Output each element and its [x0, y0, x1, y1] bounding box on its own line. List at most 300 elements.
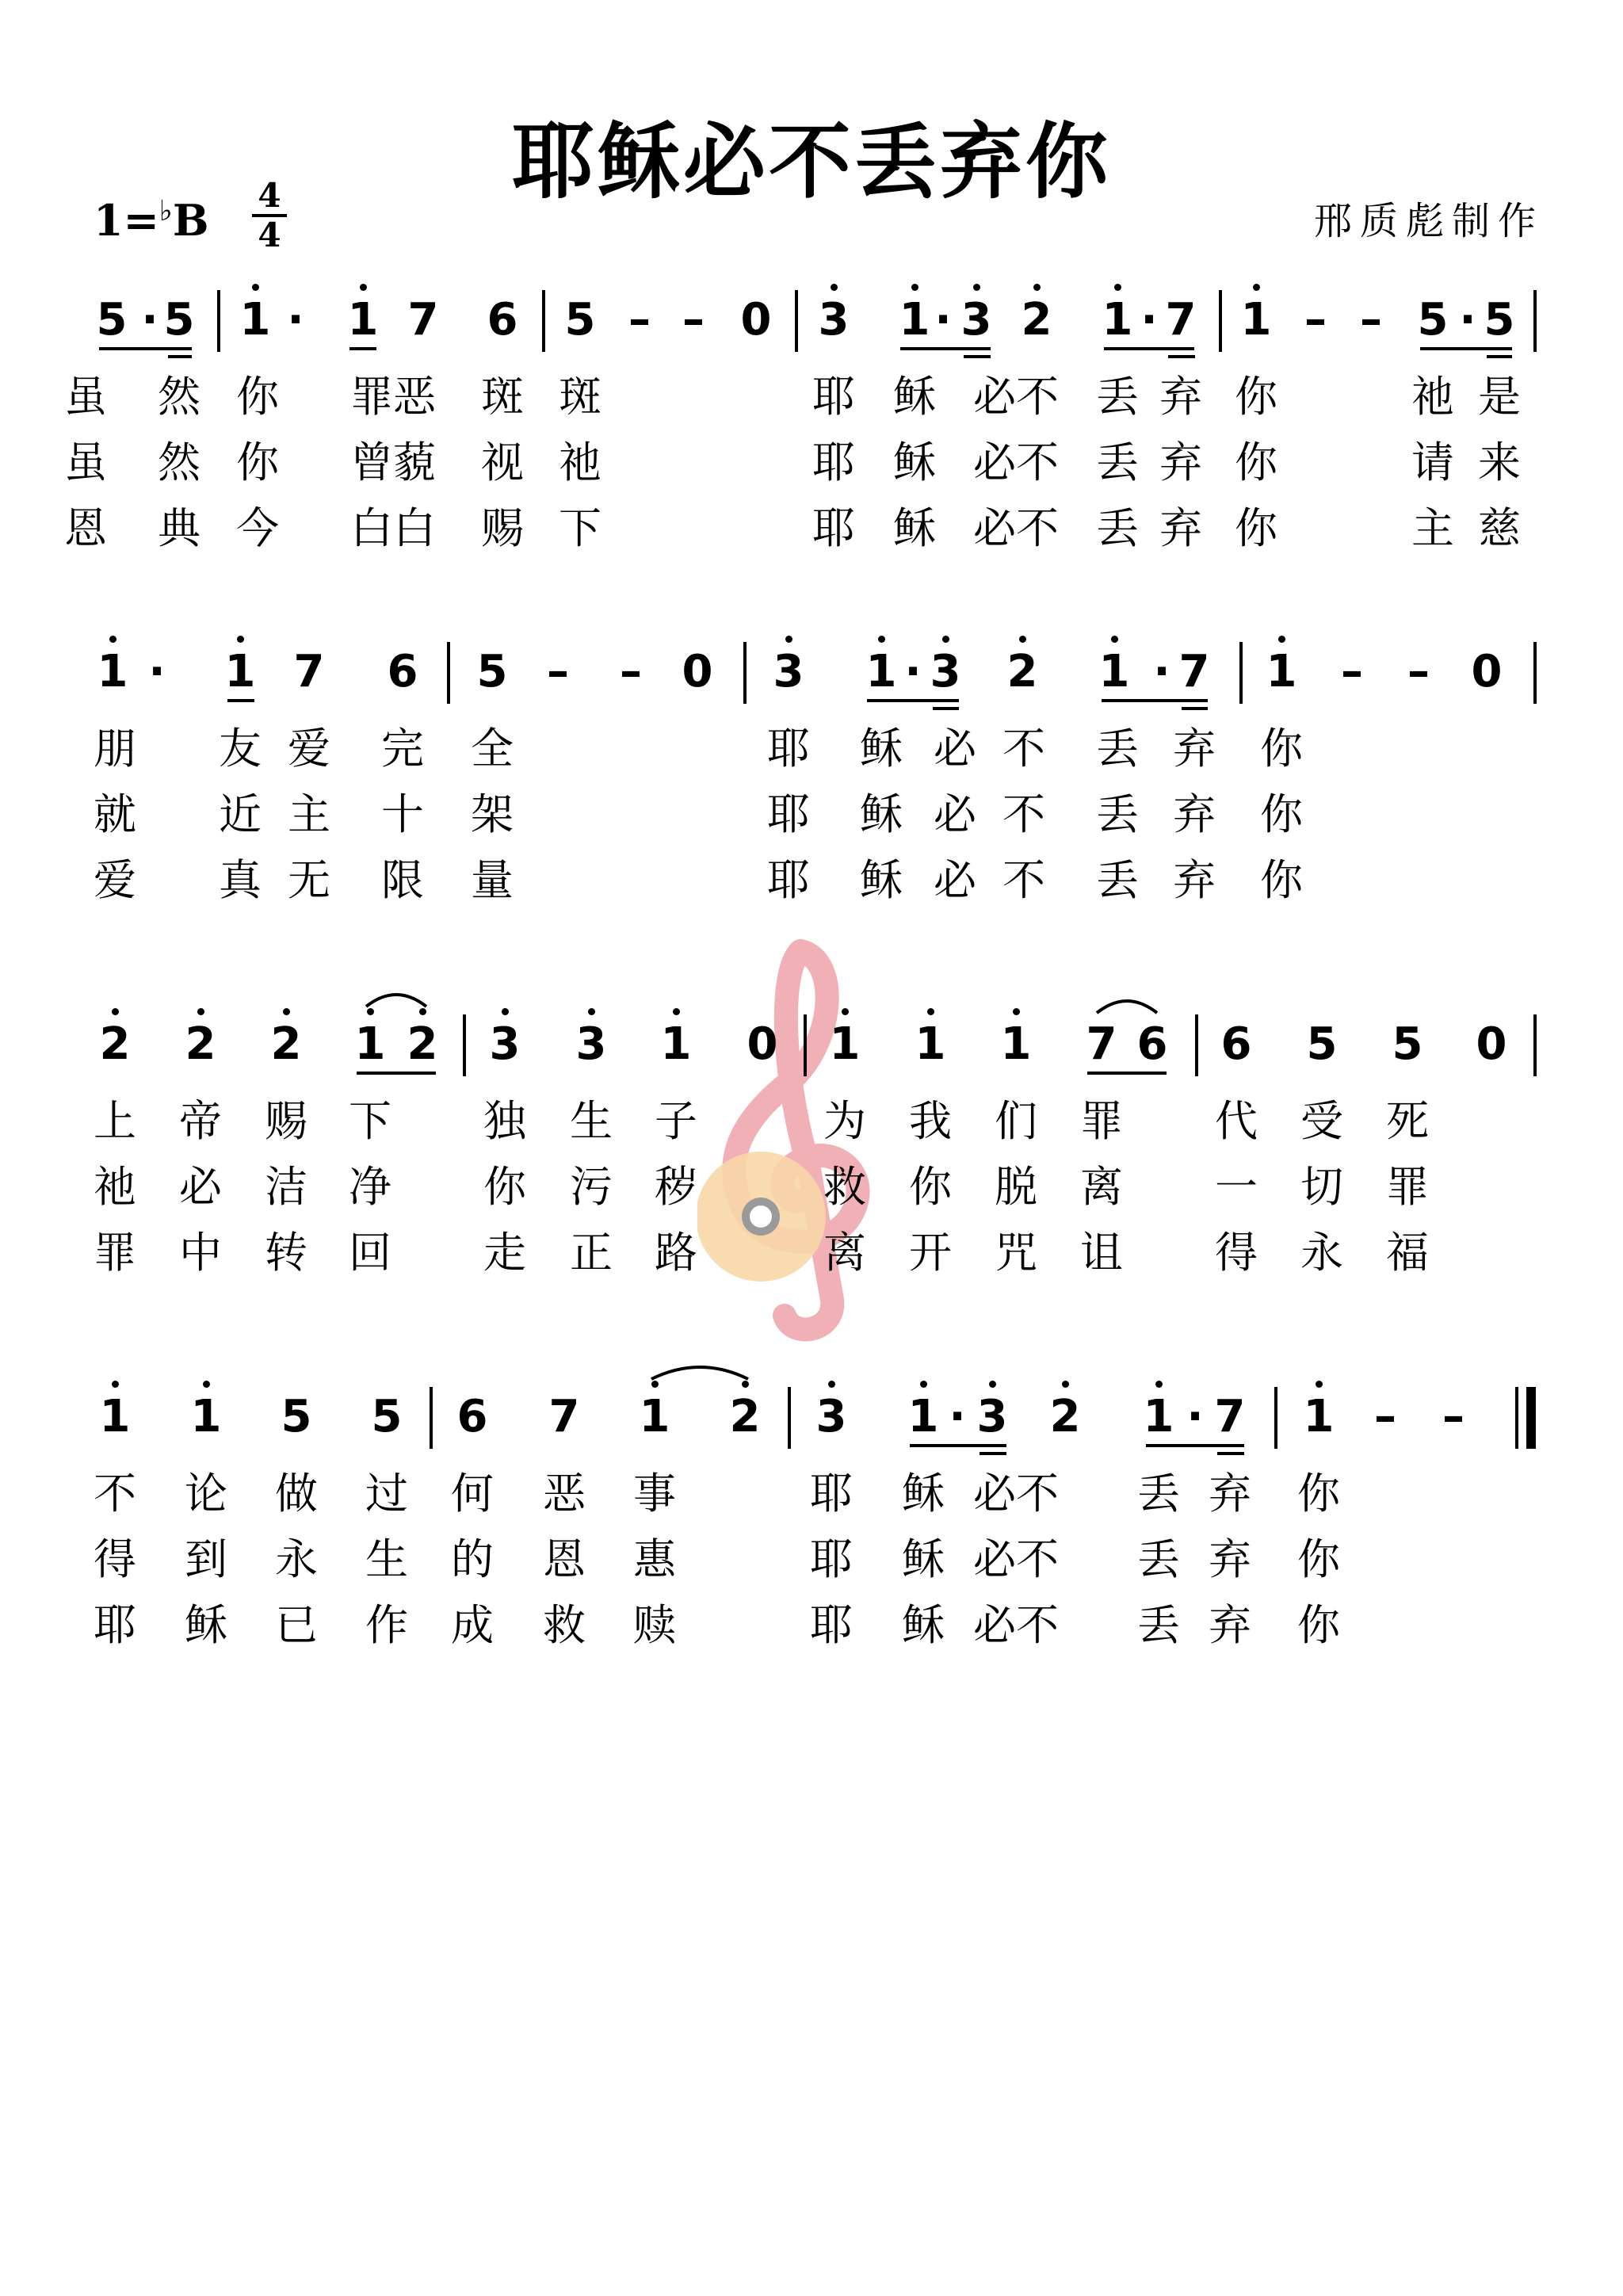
- octave-dot: [927, 1008, 934, 1015]
- note: 7: [1165, 294, 1197, 346]
- note: 6: [1136, 1018, 1168, 1070]
- note: 2: [185, 1018, 216, 1070]
- lyric: 真: [219, 855, 262, 905]
- lyric: 祂: [1411, 372, 1454, 422]
- lyric: 弃: [1173, 724, 1216, 774]
- lyric: 耶: [810, 1534, 853, 1584]
- note: 5: [1484, 294, 1515, 346]
- octave-dot: [1062, 1381, 1069, 1388]
- lyric: 恩: [543, 1534, 586, 1584]
- lyric: 必不: [973, 437, 1059, 487]
- note: 5: [1392, 1018, 1423, 1070]
- lyric: 子: [655, 1096, 697, 1146]
- note: 1: [1143, 1391, 1174, 1442]
- dash: –: [1374, 1391, 1396, 1442]
- beam: [168, 355, 192, 358]
- octave-dot: [1111, 636, 1118, 643]
- lyric: 耶: [94, 1600, 136, 1650]
- lyric: 得: [94, 1534, 136, 1584]
- octave-dot: [1253, 284, 1260, 291]
- note: 0: [747, 1018, 778, 1070]
- key-prefix: 1=: [94, 195, 159, 246]
- octave-dot: [588, 1008, 595, 1015]
- note: 1: [224, 646, 256, 697]
- lyric: 上: [94, 1096, 136, 1146]
- note: 1: [907, 1391, 939, 1442]
- lyric: 切: [1300, 1162, 1343, 1212]
- dash: –: [620, 646, 642, 697]
- lyric: 不: [1002, 855, 1045, 905]
- lyric: 必不: [973, 503, 1059, 553]
- note: 3: [575, 1018, 607, 1070]
- note: 1: [239, 294, 271, 346]
- lyric: 我: [909, 1096, 952, 1146]
- lyric: 正: [570, 1228, 613, 1278]
- note: 5: [1306, 1018, 1338, 1070]
- note: 3: [489, 1018, 521, 1070]
- lyric: 洁: [265, 1162, 307, 1212]
- lyric: 诅: [1080, 1228, 1123, 1278]
- barline: [743, 642, 747, 704]
- lyric: 不: [94, 1469, 136, 1519]
- lyric: 惠: [633, 1534, 676, 1584]
- lyric: 罪: [1080, 1096, 1123, 1146]
- note: 7: [1214, 1391, 1246, 1442]
- lyric: 已: [275, 1600, 318, 1650]
- lyric: 稣: [902, 1600, 945, 1650]
- note: 2: [1021, 294, 1052, 346]
- note-dot: ·: [904, 646, 922, 697]
- note: 3: [930, 646, 961, 697]
- barline: [1515, 1387, 1518, 1449]
- note: 3: [960, 294, 992, 346]
- octave-dot: [360, 284, 367, 291]
- note: 1: [354, 1018, 386, 1070]
- octave-dot: [1033, 284, 1041, 291]
- lyric: 恶: [543, 1469, 586, 1519]
- lyric: 必不: [973, 372, 1059, 422]
- lyric: 架: [471, 789, 514, 839]
- lyric: 完: [381, 724, 424, 774]
- lyric: 过: [365, 1469, 408, 1519]
- lyric: 祂: [94, 1162, 136, 1212]
- lyric: 请: [1411, 437, 1454, 487]
- note: 5: [564, 294, 596, 346]
- lyric: 十: [381, 789, 424, 839]
- lyric: 弃: [1209, 1534, 1251, 1584]
- lyric: 弃: [1209, 1600, 1251, 1650]
- lyric: 必不: [973, 1534, 1059, 1584]
- barline: [788, 1387, 791, 1449]
- octave-dot: [109, 636, 116, 643]
- lyric: 你: [1297, 1469, 1340, 1519]
- note: 1: [347, 294, 379, 346]
- note: 0: [1471, 646, 1503, 697]
- lyric: 不: [1002, 724, 1045, 774]
- lyric: 主: [288, 789, 330, 839]
- lyric: 下: [559, 503, 601, 553]
- lyric: 帝: [179, 1096, 222, 1146]
- note: 1: [639, 1391, 670, 1442]
- note-dot: ·: [1140, 294, 1158, 346]
- barline: [1533, 642, 1537, 704]
- lyric: 耶: [767, 724, 810, 774]
- beam: [99, 347, 192, 350]
- octave-dot: [1316, 1381, 1323, 1388]
- note: 2: [407, 1018, 438, 1070]
- octave-dot: [1278, 636, 1285, 643]
- lyric: 今: [236, 503, 279, 553]
- lyric: 的: [451, 1534, 494, 1584]
- lyric: 斑: [481, 372, 524, 422]
- beam: [1087, 1072, 1167, 1075]
- lyric: 为: [823, 1096, 866, 1146]
- key-signature: [94, 194, 208, 246]
- lyric: 耶: [810, 1600, 853, 1650]
- barline: [795, 290, 798, 352]
- note: 1: [1240, 294, 1272, 346]
- note: 1: [1000, 1018, 1032, 1070]
- lyric: 得: [1215, 1228, 1258, 1278]
- lyric: 独: [483, 1096, 526, 1146]
- lyric: 弃: [1159, 372, 1202, 422]
- octave-dot: [1019, 636, 1026, 643]
- lyric: 必不: [973, 1469, 1059, 1519]
- octave-dot: [1155, 1381, 1163, 1388]
- beam: [1487, 355, 1512, 358]
- note: 3: [818, 294, 850, 346]
- beam: [964, 355, 991, 358]
- lyric: 弃: [1173, 855, 1216, 905]
- octave-dot: [973, 284, 980, 291]
- lyric: 斑: [559, 372, 601, 422]
- key-note: B: [172, 195, 209, 246]
- note: 1: [915, 1018, 946, 1070]
- dash: –: [1407, 646, 1430, 697]
- lyric: 到: [185, 1534, 227, 1584]
- octave-dot: [842, 1008, 849, 1015]
- lyric: 们: [995, 1096, 1037, 1146]
- slur: [648, 1355, 751, 1382]
- lyric: 来: [1478, 437, 1521, 487]
- note: 7: [407, 294, 439, 346]
- lyric: 量: [471, 855, 514, 905]
- lyric: 成: [451, 1600, 494, 1650]
- octave-dot: [942, 636, 949, 643]
- octave-dot: [673, 1008, 680, 1015]
- lyric: 你: [1235, 503, 1277, 553]
- note: 2: [729, 1391, 761, 1442]
- lyric: 丢: [1137, 1469, 1180, 1519]
- note-dot: ·: [1153, 646, 1170, 697]
- lyric: 主: [1411, 503, 1454, 553]
- lyric: 回: [349, 1228, 391, 1278]
- note: 5: [163, 294, 195, 346]
- lyric: 罪恶: [350, 372, 436, 422]
- lyric: 然: [158, 437, 200, 487]
- dash: –: [1304, 294, 1327, 346]
- lyric: 赎: [633, 1600, 676, 1650]
- beam: [900, 347, 991, 350]
- lyric: 你: [1260, 855, 1303, 905]
- lyric: 就: [94, 789, 136, 839]
- octave-dot: [502, 1008, 509, 1015]
- barline: [463, 1014, 466, 1076]
- beam: [910, 1444, 1006, 1447]
- lyric: 限: [381, 855, 424, 905]
- lyric: 爱: [288, 724, 330, 774]
- lyric: 开: [909, 1228, 952, 1278]
- note: 1: [190, 1391, 222, 1442]
- lyric: 罪: [94, 1228, 136, 1278]
- barline: [804, 1014, 807, 1076]
- barline: [217, 290, 220, 352]
- lyric: 典: [158, 503, 200, 553]
- note: 6: [487, 294, 518, 346]
- note: 2: [99, 1018, 131, 1070]
- note: 0: [740, 294, 772, 346]
- lyric: 事: [633, 1469, 676, 1519]
- note: 5: [1417, 294, 1449, 346]
- octave-dot: [203, 1381, 210, 1388]
- time-signature: [252, 176, 287, 254]
- lyric: 祂: [559, 437, 601, 487]
- beam: [357, 1072, 436, 1075]
- lyric: 罪: [1386, 1162, 1429, 1212]
- lyric: 救: [543, 1600, 586, 1650]
- lyric: 你: [1297, 1600, 1340, 1650]
- note: 2: [270, 1018, 302, 1070]
- lyric: 赐: [265, 1096, 307, 1146]
- lyric: 弃: [1159, 503, 1202, 553]
- lyric: 你: [1260, 724, 1303, 774]
- note: 6: [387, 646, 418, 697]
- note: 5: [371, 1391, 403, 1442]
- lyric: 虽: [64, 437, 107, 487]
- note: 1: [1266, 646, 1297, 697]
- lyric: 弃: [1173, 789, 1216, 839]
- lyric: 全: [471, 724, 514, 774]
- lyric: 丢: [1096, 437, 1139, 487]
- barline: [1274, 1387, 1277, 1449]
- lyric: 近: [219, 789, 262, 839]
- note: 0: [682, 646, 713, 697]
- octave-dot: [989, 1381, 996, 1388]
- barline: [447, 642, 450, 704]
- lyric: 友: [219, 724, 262, 774]
- final-barline: [1526, 1387, 1536, 1449]
- octave-dot: [112, 1381, 119, 1388]
- barline: [1533, 290, 1537, 352]
- lyric: 耶: [767, 855, 810, 905]
- lyric: 丢: [1137, 1534, 1180, 1584]
- lyric: 转: [265, 1228, 307, 1278]
- lyric: 朋: [94, 724, 136, 774]
- note-dot: ·: [148, 646, 166, 697]
- lyric: 你: [236, 437, 279, 487]
- time-denominator: 4: [258, 216, 281, 254]
- lyric: 污: [570, 1162, 613, 1212]
- lyric: 耶: [812, 372, 855, 422]
- lyric: 咒: [995, 1228, 1037, 1278]
- lyric: 脱: [995, 1162, 1037, 1212]
- beam: [1104, 347, 1194, 350]
- dash: –: [628, 294, 651, 346]
- lyric: 稣: [893, 437, 936, 487]
- octave-dot: [237, 636, 244, 643]
- note: 7: [1086, 1018, 1117, 1070]
- octave-dot: [920, 1381, 927, 1388]
- lyric: 丢: [1096, 503, 1139, 553]
- beam: [980, 1452, 1006, 1455]
- lyric: 丢: [1137, 1600, 1180, 1650]
- lyric: 你: [1235, 372, 1277, 422]
- lyric: 丢: [1096, 855, 1139, 905]
- barline: [1533, 1014, 1537, 1076]
- lyric: 秽: [655, 1162, 697, 1212]
- lyric: 必不: [973, 1600, 1059, 1650]
- note: 6: [456, 1391, 488, 1442]
- lyric: 福: [1386, 1228, 1429, 1278]
- octave-dot: [197, 1008, 204, 1015]
- note: 7: [293, 646, 325, 697]
- beam: [1217, 1452, 1244, 1455]
- lyric: 丢: [1096, 724, 1139, 774]
- lyric: 何: [451, 1469, 494, 1519]
- note-dot: ·: [141, 294, 158, 346]
- lyric: 离: [823, 1228, 866, 1278]
- lyric: 离: [1080, 1162, 1123, 1212]
- lyric: 丢: [1096, 372, 1139, 422]
- lyric: 走: [483, 1228, 526, 1278]
- octave-dot: [878, 636, 885, 643]
- lyric: 赐: [481, 503, 524, 553]
- note: 6: [1220, 1018, 1252, 1070]
- lyric: 然: [158, 372, 200, 422]
- octave-dot: [831, 284, 838, 291]
- lyric: 耶: [812, 503, 855, 553]
- note-dot: ·: [1459, 294, 1476, 346]
- lyric: 弃: [1159, 437, 1202, 487]
- barline: [1239, 642, 1243, 704]
- lyric: 生: [570, 1096, 613, 1146]
- note: 1: [1098, 646, 1130, 697]
- lyric: 爱: [94, 855, 136, 905]
- note: 5: [281, 1391, 312, 1442]
- lyric: 你: [1260, 789, 1303, 839]
- slur: [1094, 989, 1160, 1016]
- lyric: 作: [365, 1600, 408, 1650]
- lyric: 丢: [1096, 789, 1139, 839]
- note: 7: [1178, 646, 1210, 697]
- lyric: 路: [655, 1228, 697, 1278]
- lyric: 稣: [860, 855, 903, 905]
- octave-dot: [1013, 1008, 1020, 1015]
- beam: [1146, 1444, 1244, 1447]
- lyric: 耶: [810, 1469, 853, 1519]
- lyric: 白白: [350, 503, 436, 553]
- lyric: 你: [236, 372, 279, 422]
- lyric: 净: [349, 1162, 391, 1212]
- beam: [1168, 355, 1195, 358]
- lyric: 下: [349, 1096, 391, 1146]
- lyric: 稣: [902, 1534, 945, 1584]
- octave-dot: [828, 1381, 835, 1388]
- lyric: 必: [934, 855, 976, 905]
- note: 7: [548, 1391, 580, 1442]
- dash: –: [1360, 294, 1382, 346]
- beam: [349, 347, 376, 350]
- lyric: 必: [179, 1162, 222, 1212]
- lyric: 受: [1300, 1096, 1343, 1146]
- note-dot: ·: [934, 294, 952, 346]
- note: 1: [829, 1018, 861, 1070]
- lyric: 无: [288, 855, 330, 905]
- note: 1: [97, 646, 128, 697]
- slur: [363, 983, 430, 1010]
- lyric: 稣: [860, 789, 903, 839]
- lyric: 不: [1002, 789, 1045, 839]
- note: 5: [96, 294, 128, 346]
- note-dot: ·: [287, 294, 304, 346]
- lyric: 弃: [1209, 1469, 1251, 1519]
- lyric: 死: [1386, 1096, 1429, 1146]
- dash: –: [1341, 646, 1363, 697]
- lyric: 慈: [1478, 503, 1521, 553]
- note: 3: [976, 1391, 1008, 1442]
- lyric: 耶: [812, 437, 855, 487]
- lyric: 你: [1235, 437, 1277, 487]
- lyric: 论: [185, 1469, 227, 1519]
- lyric: 一: [1215, 1162, 1258, 1212]
- lyric: 曾藐: [350, 437, 436, 487]
- octave-dot: [112, 1008, 119, 1015]
- lyric: 耶: [767, 789, 810, 839]
- barline: [1219, 290, 1222, 352]
- octave-dot: [911, 284, 918, 291]
- note: 5: [476, 646, 508, 697]
- beam: [227, 699, 254, 702]
- lyric: 中: [179, 1228, 222, 1278]
- note: 1: [660, 1018, 692, 1070]
- lyric: 稣: [893, 372, 936, 422]
- note-dot: ·: [1186, 1391, 1204, 1442]
- time-numerator: 4: [252, 179, 287, 217]
- lyric: 稣: [185, 1600, 227, 1650]
- lyric: 视: [481, 437, 524, 487]
- song-title: 耶稣必不丢弃你: [511, 113, 1111, 210]
- octave-dot: [1114, 284, 1121, 291]
- lyric: 必: [934, 724, 976, 774]
- dash: –: [547, 646, 569, 697]
- lyric: 永: [1300, 1228, 1343, 1278]
- barline: [1195, 1014, 1198, 1076]
- note: 3: [773, 646, 804, 697]
- barline: [542, 290, 545, 352]
- octave-dot: [283, 1008, 290, 1015]
- octave-dot: [252, 284, 259, 291]
- note: 1: [1102, 294, 1133, 346]
- beam: [1102, 699, 1208, 702]
- lyric: 是: [1478, 372, 1521, 422]
- lyric: 稣: [860, 724, 903, 774]
- lyric: 必: [934, 789, 976, 839]
- lyric: 永: [275, 1534, 318, 1584]
- lyric: 你: [483, 1162, 526, 1212]
- note: 1: [899, 294, 930, 346]
- lyric: 你: [1297, 1534, 1340, 1584]
- dash: –: [682, 294, 705, 346]
